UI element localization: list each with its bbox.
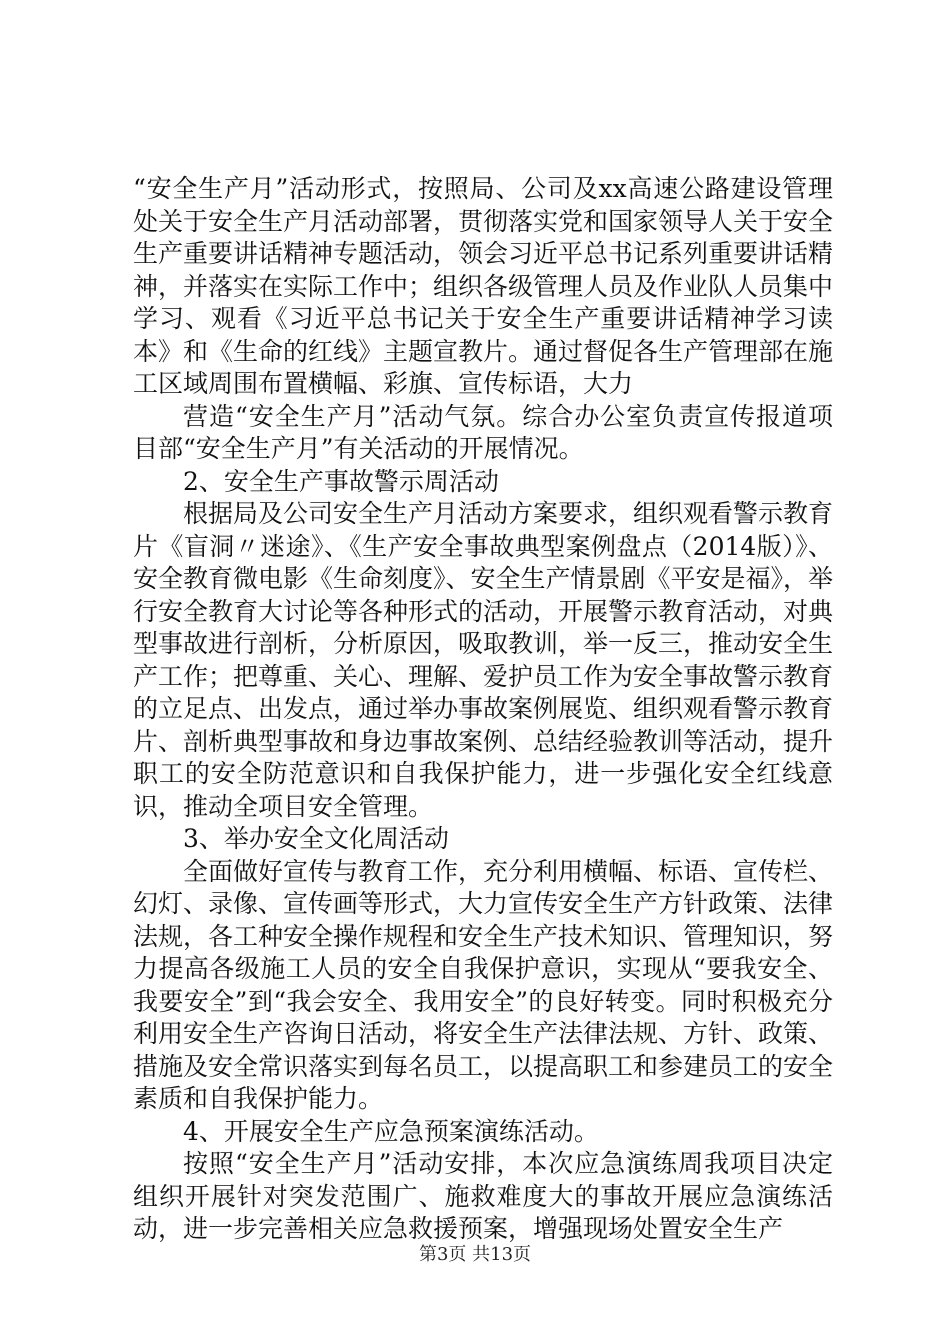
paragraph-2: 营造“安全生产月”活动气氛。综合办公室负责宣传报道项目部“安全生产月”有关活动的开展情况。 <box>133 401 833 463</box>
section-heading-4: 4、开展安全生产应急预案演练活动。 <box>183 1116 599 1146</box>
paragraph-5: 按照“安全生产月”活动安排，本次应急演练周我项目决定组织开展针对突发范围广、施救难度大的事故开展应急演练活动，进一步完善相关应急救援预案，增强现场处置安全生产 <box>133 1149 833 1243</box>
document-body <box>133 173 833 1246</box>
page-footer: 第3页 共13页 <box>418 1244 532 1265</box>
section-heading-2: 2、安全生产事故警示周活动 <box>183 466 499 496</box>
paragraph-4: 全面做好宣传与教育工作，充分利用横幅、标语、宣传栏、幻灯、录像、宣传画等形式，大力宣传安全生产方针政策、法律法规，各工种安全操作规程和安全生产技术知识、管理知识，努力提高各级施工人员的安全自我保护意识，实现从“要我安全、我要安全”到“我会安全、我用安全”的良好转变。同时积极充分利用安全生产咨询日活动，将安全生产法律法规、方针、政策、措施及安全常识落实到每名员工，以提高职工和参建员工的安全素质和自我保护能力。 <box>133 856 834 1113</box>
section-heading-3: 3、举办安全文化周活动 <box>183 824 449 853</box>
paragraph-1: “安全生产月”活动形式，按照局、公司及xx高速公路建设管理处关于安全生产月活动部署，贯彻落实党和国家领导人关于安全生产重要讲话精神专题活动，领会习近平总书记系列重要讲话精神，并落实在实际工作中；组织各级管理人员及作业队人员集中学习、观看《习近平总书记关于安全生产重要讲话精神学习读本》和《生命的红线》主题宣教片。通过督促各生产管理部在施工区域周围布置横幅、彩旗、宣传标语，大力 <box>133 174 834 398</box>
paragraph-3: 根据局及公司安全生产月活动方案要求，组织观看警示教育片《盲洞〃迷途》、《生产安全事故典型案例盘点（2014版）》、安全教育微电影《生命刻度》、安全生产情景剧《平安是福》，举行安全教育大讨论等各种形式的活动，开展警示教育活动，对典型事故进行剖析，分析原因，吸取教训，举一反三，推动安全生产工作；把尊重、关心、理解、爱护员工作为安全事故警示教育的立足点、出发点，通过举办事故案例展览、组织观看警示教育片、剖析典型事故和身边事故案例、总结经验教训等活动，提升职工的安全防范意识和自我保护能力，进一步强化安全红线意识，推动全项目安全管理。 <box>133 499 834 821</box>
